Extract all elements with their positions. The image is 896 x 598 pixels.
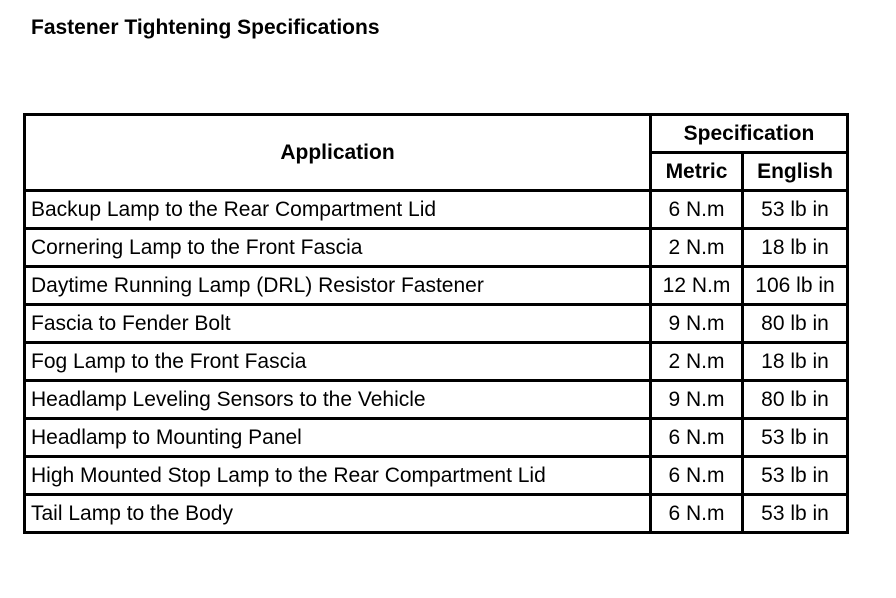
cell-english: 53 lb in <box>743 419 848 457</box>
cell-metric: 12 N.m <box>651 267 743 305</box>
header-application: Application <box>25 115 651 191</box>
page-title: Fastener Tightening Specifications <box>31 16 380 39</box>
header-metric: Metric <box>651 153 743 191</box>
cell-application: Tail Lamp to the Body <box>25 495 651 533</box>
cell-english: 80 lb in <box>743 381 848 419</box>
cell-metric: 6 N.m <box>651 495 743 533</box>
cell-application: Headlamp Leveling Sensors to the Vehicle <box>25 381 651 419</box>
cell-metric: 6 N.m <box>651 419 743 457</box>
cell-application: High Mounted Stop Lamp to the Rear Compartment Lid <box>25 457 651 495</box>
table-row <box>25 305 848 343</box>
cell-application: Cornering Lamp to the Front Fascia <box>25 229 651 267</box>
spec-table <box>23 113 849 534</box>
cell-metric: 6 N.m <box>651 191 743 229</box>
cell-metric: 2 N.m <box>651 229 743 267</box>
table-row <box>25 343 848 381</box>
cell-english: 80 lb in <box>743 305 848 343</box>
cell-application: Fog Lamp to the Front Fascia <box>25 343 651 381</box>
table-row <box>25 267 848 305</box>
cell-english: 53 lb in <box>743 495 848 533</box>
cell-english: 53 lb in <box>743 457 848 495</box>
cell-metric: 2 N.m <box>651 343 743 381</box>
table-row <box>25 229 848 267</box>
cell-application: Daytime Running Lamp (DRL) Resistor Fastener <box>25 267 651 305</box>
header-specification: Specification <box>651 115 848 153</box>
cell-metric: 6 N.m <box>651 457 743 495</box>
cell-english: 106 lb in <box>743 267 848 305</box>
cell-english: 53 lb in <box>743 191 848 229</box>
header-english: English <box>743 153 848 191</box>
cell-english: 18 lb in <box>743 229 848 267</box>
cell-application: Backup Lamp to the Rear Compartment Lid <box>25 191 651 229</box>
table-row <box>25 495 848 533</box>
table-row <box>25 191 848 229</box>
table-row <box>25 457 848 495</box>
cell-metric: 9 N.m <box>651 305 743 343</box>
cell-application: Headlamp to Mounting Panel <box>25 419 651 457</box>
cell-english: 18 lb in <box>743 343 848 381</box>
table-row <box>25 419 848 457</box>
cell-application: Fascia to Fender Bolt <box>25 305 651 343</box>
table-row <box>25 381 848 419</box>
cell-metric: 9 N.m <box>651 381 743 419</box>
